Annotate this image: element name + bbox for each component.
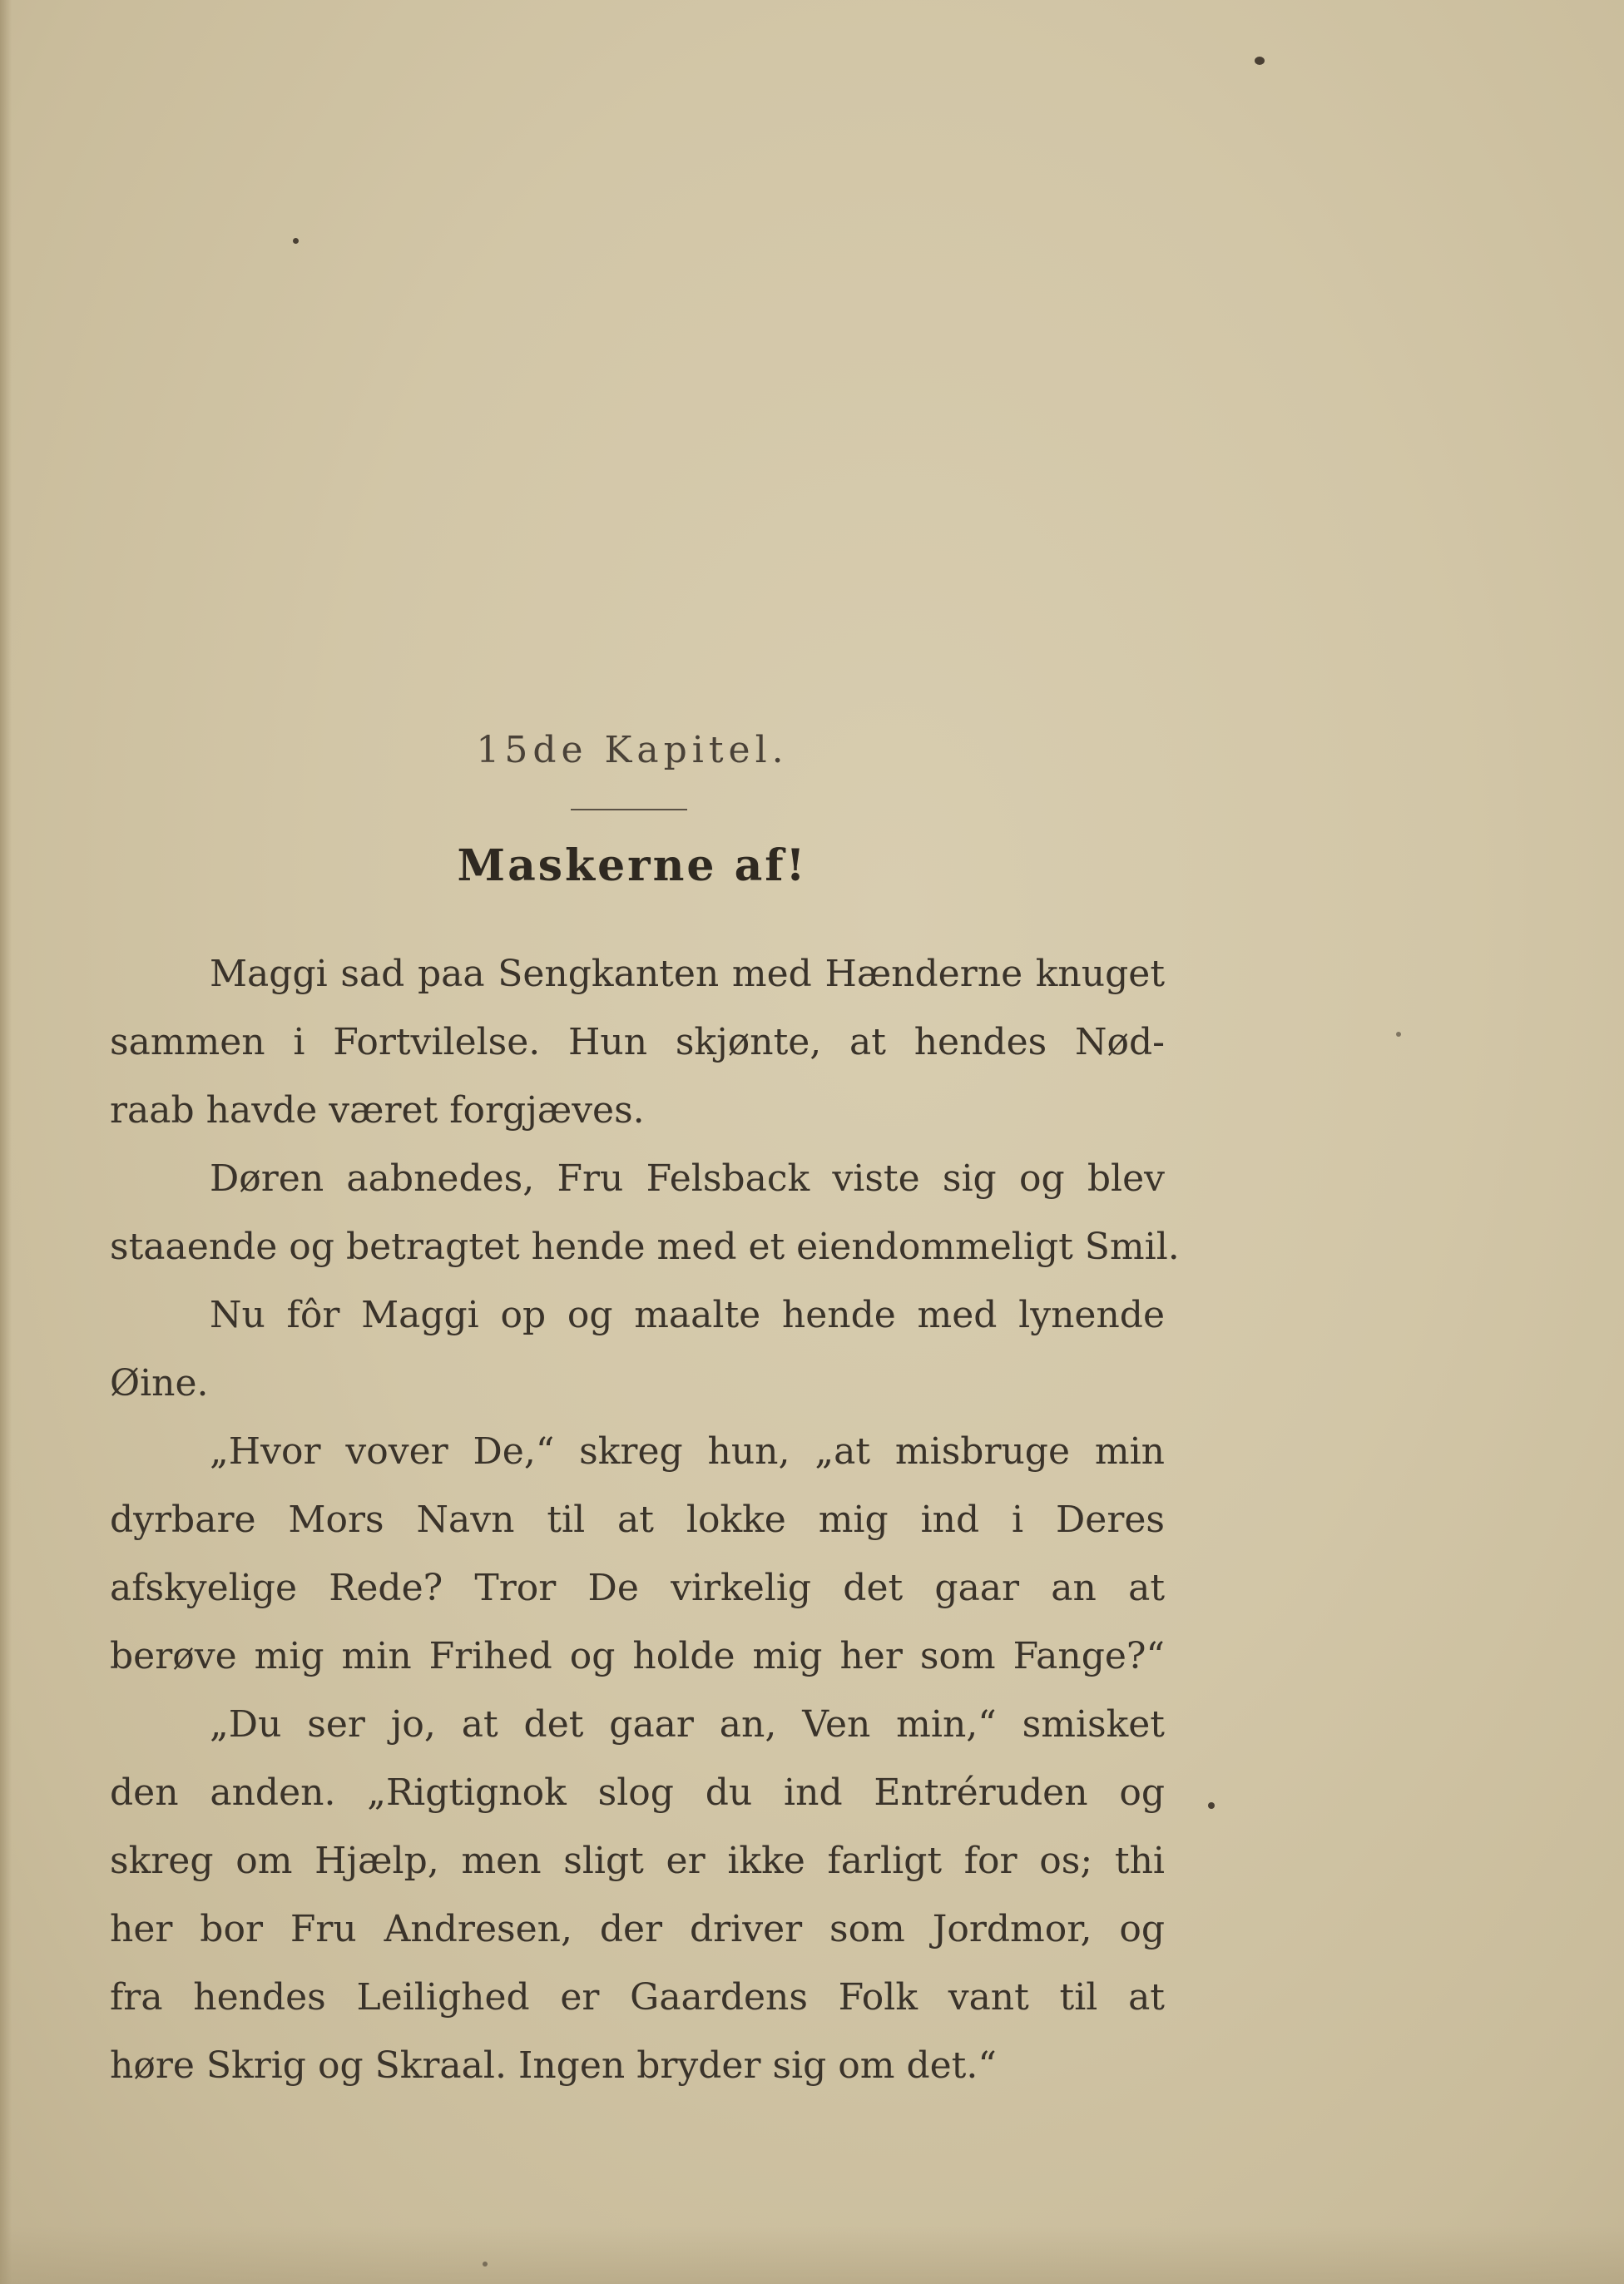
- text-line: Døren aabnedes, Fru Felsback viste sig og blev: [210, 1157, 1165, 1200]
- text-line: den anden. „Rigtignok slog du ind Entréruden og: [110, 1771, 1165, 1814]
- text-line: „Hvor vover De,“ skreg hun, „at misbruge min: [210, 1430, 1165, 1473]
- chapter-body: [110, 940, 1180, 2100]
- text-line: raab havde været forgjæves.: [110, 1089, 645, 1132]
- text-line: Nu fôr Maggi op og maalte hende med lynende: [210, 1294, 1165, 1336]
- paper-speck: [1208, 1802, 1215, 1809]
- chapter-title: Maskerne af!: [457, 840, 808, 891]
- paper-speck: [293, 238, 299, 244]
- paragraph: [110, 1691, 1165, 2100]
- text-line: Maggi sad paa Sengkanten med Hænderne knuget: [210, 953, 1165, 995]
- paper-speck: [483, 2262, 488, 2267]
- paragraph: [110, 1281, 1165, 1418]
- page-left-edge: [0, 0, 12, 2284]
- text-line: berøve mig min Frihed og holde mig her som Fange?“: [110, 1635, 1165, 1677]
- text-line: fra hendes Leilighed er Gaardens Folk vant til at: [110, 1976, 1165, 2019]
- text-line: sammen i Fortvilelse. Hun skjønte, at hendes Nød-: [110, 1021, 1165, 1063]
- paper-speck: [1396, 1032, 1401, 1037]
- text-line: staaende og betragtet hende med et eiendommeligt Smil.: [110, 1226, 1180, 1268]
- text-line: høre Skrig og Skraal. Ingen bryder sig om det.“: [110, 2044, 997, 2087]
- page-bottom-shade: [0, 2226, 1624, 2284]
- text-line: „Du ser jo, at det gaar an, Ven min,“ smisket: [210, 1703, 1165, 1746]
- chapter-divider: [571, 809, 687, 810]
- paragraph: [110, 940, 1165, 1145]
- text-line: dyrbare Mors Navn til at lokke mig ind i Deres: [110, 1499, 1165, 1541]
- chapter-number: 15de Kapitel.: [476, 729, 789, 771]
- paper-speck: [1255, 57, 1265, 65]
- text-line: afskyelige Rede? Tror De virkelig det gaar an at: [110, 1567, 1165, 1609]
- text-line: skreg om Hjælp, men sligt er ikke farligt for os; thi: [110, 1840, 1165, 1882]
- paragraph: [110, 1418, 1165, 1691]
- paragraph: [110, 1145, 1180, 1281]
- text-line: Øine.: [110, 1362, 209, 1405]
- text-line: her bor Fru Andresen, der driver som Jordmor, og: [110, 1908, 1165, 1950]
